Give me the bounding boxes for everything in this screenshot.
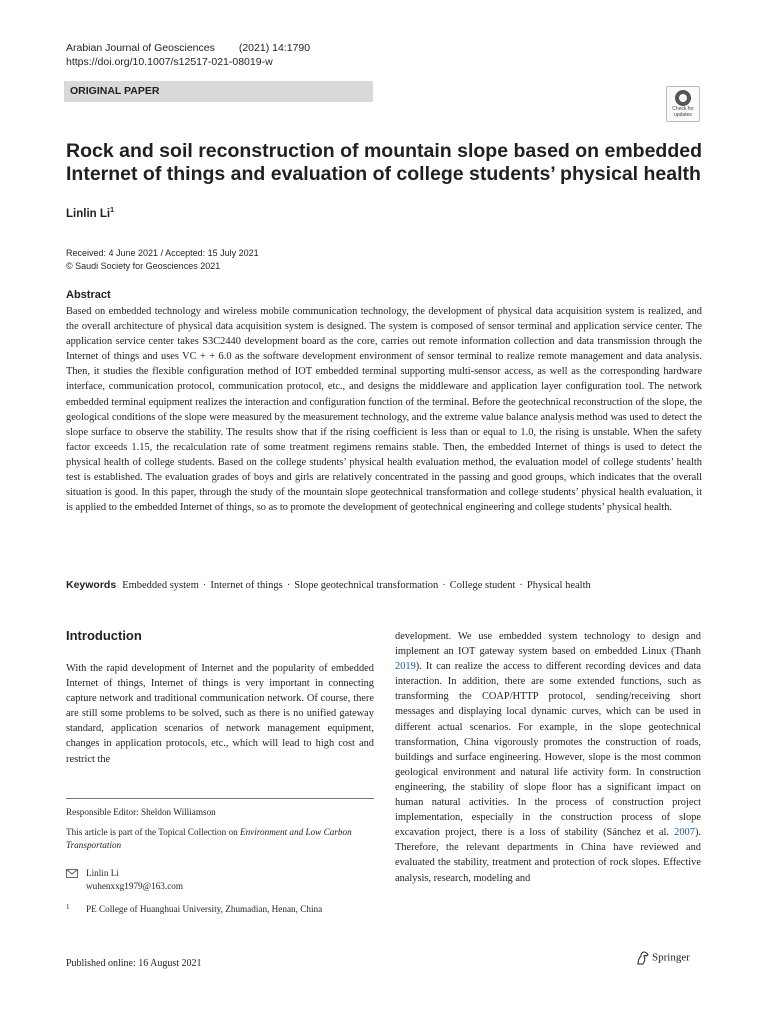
footnote-divider (66, 798, 374, 799)
article-dates (66, 247, 259, 273)
check-for-updates-badge[interactable] (666, 86, 700, 122)
right-text-part-3: ). Therefore, the relevant departments in China have reviewed and evaluated the stability, treatment and protection of rock slopes. Effective analysis, research, modeling and (395, 827, 701, 884)
keyword-separator: · (202, 580, 207, 591)
keyword-separator: · (286, 580, 291, 591)
introduction-left-column: With the rapid development of Internet and the popularity of embedded Internet of things, Internet of things is very important in connecting capture network and traditional communication network. Of course, there are still some problems to be solved, such as there is no unified gateway standard, application scenarios of network management equipment, changes in application protocols, etc., which will lead to high cost and restrict the (66, 663, 374, 765)
right-text-part-1: development. We use embedded system technology to design and implement an IOT gateway system based on embedded Linux (Thanh (395, 631, 701, 658)
collection-prefix: This article is part of the Topical Collection on (66, 827, 240, 837)
title-line-1: Rock and soil reconstruction of mountain slope based on embedded (66, 140, 702, 162)
published-date: Published online: 16 August 2021 (66, 958, 202, 969)
received-accepted-dates: Received: 4 June 2021 / Accepted: 15 July 2021 (66, 248, 259, 258)
affiliation-text: PE College of Huanghuai University, Zhumadian, Henan, China (86, 904, 323, 914)
article-type-banner: ORIGINAL PAPER (64, 81, 373, 102)
right-text-part-2: ). It can realize the access to different recording devices and data interaction. In addition, there are some extended functions, such as transforming the COAP/HTTP protocol, sending/receiving short messages and displaying local dynamic curves, which can be used in different actual scenarios. For example, in the slope geotechnical transformation, China vigorously promotes the construction of roads, buildings and surface engineering. However, slope is the most common geological environment and natural life activity form. In construction engineering, the stability of slope floor has a significant impact on human natural activities. In the process of construction project implementation, especially in the construction process of slope excavation project, there is a loss of stability (Sánchez et al. (395, 661, 701, 839)
journal-name: Arabian Journal of Geosciences (66, 42, 215, 54)
keyword-item: Slope geotechnical transformation (294, 580, 439, 591)
springer-horse-icon (636, 951, 649, 965)
copyright-line: © Saudi Society for Geosciences 2021 (66, 261, 221, 271)
publisher-logo (636, 951, 690, 965)
keyword-item: Embedded system (122, 580, 199, 591)
doi-link[interactable]: https://doi.org/10.1007/s12517-021-08019-w (66, 56, 273, 68)
keyword-separator: · (442, 580, 446, 591)
keywords-label: Keywords (66, 579, 117, 591)
abstract-text: Based on embedded technology and wireless mobile communication technology, the development of physical data acquisition system is realized, and the overall architecture of physical data acquisition system is designed. The system is composed of sensor terminal and application service center. The application service center takes S3C2440 development board as the core, carries out remote information collection and data transmission through the Internet of things and uses VC + + 6.0 as the software development environment of sensor terminal to realize remote management and data analysis. Then, it studies the flexible configuration method of IOT embedded terminal supporting multi-sensor access, as well as the corresponding hardware interface, communication protocol, communication protocol, etc., and designs the middleware and application layer configuration tool. The network embedded terminal equipment realizes the interaction and configuration function of the terminal. Before the geotechnical reconstruction of the slope, the geological conditions of the slope were measured by the measurement technology, and the extreme value balance analysis method was used to detect the slope surface to observe the stability. The results show that if the rising coefficient is less than or equal to 1.0, the rising is unstable. When the safety factor exceeds 1.15, the recalculation rate of some treatment regimens remains stable. Then, the embedded Internet of things is used to detect the physical health of college students. Based on the college students’ physical health evaluation method, the evaluation model of college students’ health test is established. The evaluation grades of boys and girls are relatively concentrated in the passing and good groups, which indicates that the overall situation is good. In this paper, through the study of the mountain slope geotechnical transformation and college students’ physical health evaluation, it is applied to the embedded Internet of things, so as to promote the development of geotechnical engineering and college students’ physical health. (66, 306, 702, 514)
contact-email[interactable]: wuhenxxg1979@163.com (86, 881, 184, 891)
article-title (66, 140, 706, 186)
journal-volume: (2021) 14:1790 (238, 42, 311, 54)
keyword-item: Physical health (526, 580, 591, 591)
check-badge-line1: Check for (672, 106, 694, 112)
update-check-icon (675, 90, 691, 106)
collection-name: Environment and Low Carbon Transportation (66, 827, 352, 850)
footnotes (66, 806, 374, 916)
keyword-item: Internet of things (210, 580, 283, 591)
author (66, 207, 114, 220)
introduction-right-column (395, 629, 701, 886)
introduction-heading: Introduction (66, 628, 142, 643)
affiliation-mark: 1 (66, 903, 70, 911)
citation-link[interactable]: 2019 (395, 661, 416, 673)
contact-name: Linlin Li (86, 868, 119, 878)
keyword-separator: · (519, 580, 523, 591)
author-affiliation-mark: 1 (110, 207, 114, 214)
keyword-item: College student (449, 580, 516, 591)
author-name[interactable]: Linlin Li (66, 207, 111, 220)
affiliation (66, 903, 374, 916)
publisher-name: Springer (652, 951, 690, 964)
journal-line (66, 41, 310, 55)
topical-collection-note (66, 826, 374, 852)
responsible-editor: Responsible Editor: Sheldon Williamson (66, 807, 216, 817)
abstract-heading: Abstract (66, 289, 111, 301)
check-badge-line2: updates (674, 111, 692, 118)
corresponding-author (66, 867, 374, 893)
keywords (66, 579, 706, 591)
citation-link[interactable]: 2007 (674, 827, 695, 839)
envelope-icon (66, 869, 78, 878)
title-line-2: Internet of things and evaluation of college students’ physical health (66, 163, 701, 185)
